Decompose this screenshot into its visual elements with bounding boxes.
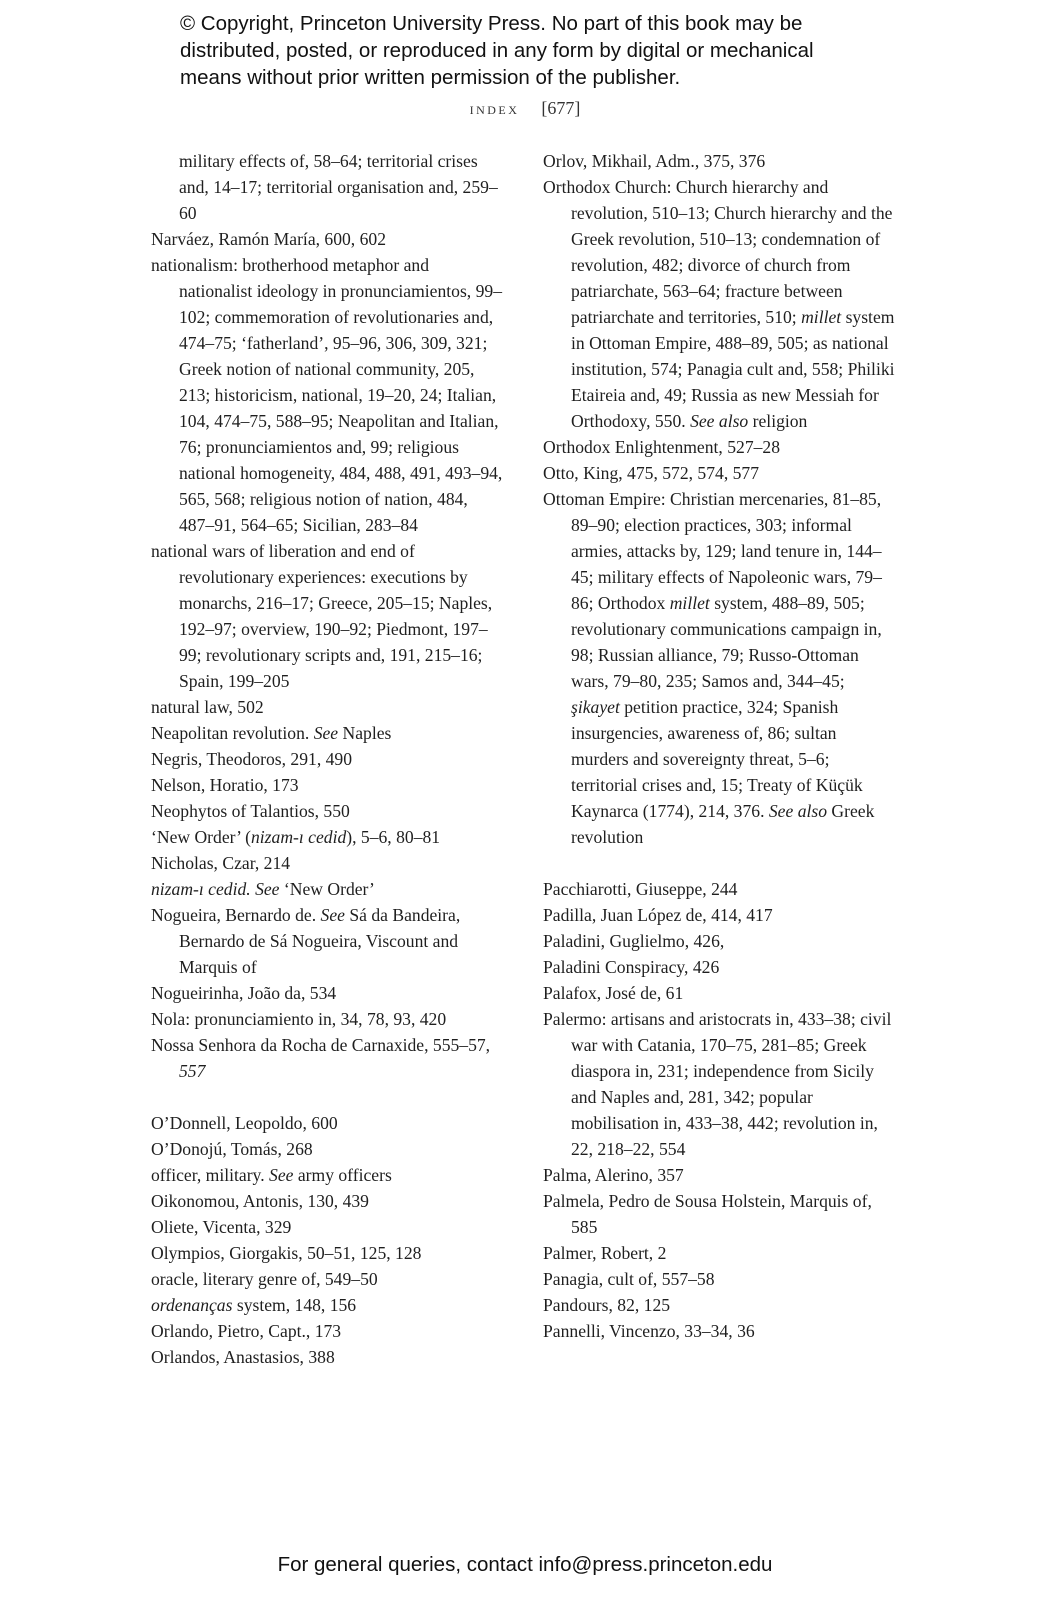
index-entry: Nicholas, Czar, 214	[151, 853, 291, 873]
index-entry: Nossa Senhora da Rocha de Carnaxide, 555–57, 557	[151, 1035, 491, 1081]
letter-group-gap	[151, 1084, 503, 1110]
copyright-line: distributed, posted, or reproduced in any form by digital or mechanical	[180, 39, 814, 62]
index-entry: natural law, 502	[151, 697, 264, 717]
index-column-right	[543, 148, 895, 1344]
index-entry: Pannelli, Vincenzo, 33–34, 36	[543, 1321, 755, 1341]
index-column-left	[151, 148, 503, 1370]
index-entry: Negris, Theodoros, 291, 490	[151, 749, 353, 769]
index-entry: O’Donojú, Tomás, 268	[151, 1139, 313, 1159]
index-entry: Nola: pronunciamiento in, 34, 78, 93, 420	[151, 1009, 447, 1029]
index-entry: Oliete, Vicenta, 329	[151, 1217, 292, 1237]
page-number: [677]	[541, 98, 581, 118]
index-entry: Nogueira, Bernardo de. See Sá da Bandeira, Bernardo de Sá Nogueira, Viscount and Marquis of	[151, 905, 461, 977]
copyright-line: © Copyright, Princeton University Press. No part of this book may be	[180, 12, 803, 35]
index-entry: Orlov, Mikhail, Adm., 375, 376	[543, 151, 766, 171]
footer-contact: For general queries, contact info@press.princeton.edu	[277, 1553, 773, 1576]
index-entry: Ottoman Empire: Christian mercenaries, 81–85, 89–90; election practices, 303; informal armies, attacks by, 129; land tenure in, 144–45; military effects of Napoleonic wars, 79–86; Orthodox millet system, 488–89, 505; revolutionary communications campaign in, 98; Russian alliance, 79; Russo-Ottoman wars, 79–80, 235; Samos and, 344–45; şikayet petition practice, 324; Spanish insurgencies, awareness of, 86; sultan murders and sovereignty threat, 5–6; territorial crises and, 15; Treaty of Küçük Kaynarca (1774), 214, 376. See also Greek revolution	[543, 489, 882, 847]
index-entry: Palma, Alerino, 357	[543, 1165, 684, 1185]
index-entry: ‘New Order’ (nizam-ı cedid), 5–6, 80–81	[151, 827, 441, 847]
index-entry: officer, military. See army officers	[151, 1165, 392, 1185]
index-entry: Orthodox Enlightenment, 527–28	[543, 437, 781, 457]
index-entry: Panagia, cult of, 557–58	[543, 1269, 715, 1289]
letter-group-gap	[543, 850, 895, 876]
index-entry: Palafox, José de, 61	[543, 983, 684, 1003]
index-entry: Otto, King, 475, 572, 574, 577	[543, 463, 760, 483]
running-head-label: index	[469, 99, 520, 118]
index-entry: Orlandos, Anastasios, 388	[151, 1347, 335, 1367]
copyright-notice	[180, 10, 940, 91]
index-entry: Neapolitan revolution. See Naples	[151, 723, 392, 743]
index-entry: nationalism: brotherhood metaphor and nationalist ideology in pronunciamientos, 99–102; commemoration of revolutionaries and, 474–75; ‘fatherland’, 95–96, 306, 309, 321; Greek notion of national community, 205, 213; historicism, national, 19–20, 24; Italian, 104, 474–75, 588–95; Neapolitan and Italian, 76; pronunciamientos and, 99; religious national homogeneity, 484, 488, 491, 493–94, 565, 568; religious notion of nation, 484, 487–91, 564–65; Sicilian, 283–84	[151, 255, 503, 535]
index-entry: Oikonomou, Antonis, 130, 439	[151, 1191, 369, 1211]
index-entry: Palmela, Pedro de Sousa Holstein, Marquis of, 585	[543, 1191, 872, 1237]
index-entry: Padilla, Juan López de, 414, 417	[543, 905, 773, 925]
index-entry: Orthodox Church: Church hierarchy and revolution, 510–13; Church hierarchy and the Greek revolution, 510–13; condemnation of revolution, 482; divorce of church from patriarchate, 563–64; fracture between patriarchate and territories, 510; millet system in Ottoman Empire, 488–89, 505; as national institution, 574; Panagia cult and, 558; Philiki Etaireia and, 49; Russia as new Messiah for Orthodoxy, 550. See also religion	[543, 177, 895, 431]
index-entry: Neophytos of Talantios, 550	[151, 801, 350, 821]
index-entry: Palermo: artisans and aristocrats in, 433–38; civil war with Catania, 170–75, 281–85; Greek diaspora in, 231; independence from Sicily and Naples and, 281, 342; popular mobilisation in, 433–38, 442; revolution in, 22, 218–22, 554	[543, 1009, 892, 1159]
index-entry: Pandours, 82, 125	[543, 1295, 671, 1315]
index-entry: Nogueirinha, João da, 534	[151, 983, 337, 1003]
index-entry: Pacchiarotti, Giuseppe, 244	[543, 879, 738, 899]
index-entry: Paladini, Guglielmo, 426,	[543, 931, 725, 951]
copyright-line: means without prior written permission of the publisher.	[180, 66, 681, 89]
index-entry: nizam-ı cedid. See ‘New Order’	[151, 879, 375, 899]
index-entry: Palmer, Robert, 2	[543, 1243, 667, 1263]
index-entry: Nelson, Horatio, 173	[151, 775, 299, 795]
index-entry: national wars of liberation and end of revolutionary experiences: executions by monarchs, 216–17; Greece, 205–15; Naples, 192–97; overview, 190–92; Piedmont, 197–99; revolutionary scripts and, 191, 215–16; Spain, 199–205	[151, 541, 493, 691]
index-entry: military effects of, 58–64; territorial crises and, 14–17; territorial organisation and, 259–60	[179, 151, 498, 223]
index-entry: Orlando, Pietro, Capt., 173	[151, 1321, 342, 1341]
index-entry: Olympios, Giorgakis, 50–51, 125, 128	[151, 1243, 422, 1263]
running-head	[0, 98, 1050, 119]
index-entry: ordenanças system, 148, 156	[151, 1295, 357, 1315]
index-entry: oracle, literary genre of, 549–50	[151, 1269, 378, 1289]
index-entry: O’Donnell, Leopoldo, 600	[151, 1113, 338, 1133]
index-entry: Narváez, Ramón María, 600, 602	[151, 229, 386, 249]
index-entry: Paladini Conspiracy, 426	[543, 957, 720, 977]
